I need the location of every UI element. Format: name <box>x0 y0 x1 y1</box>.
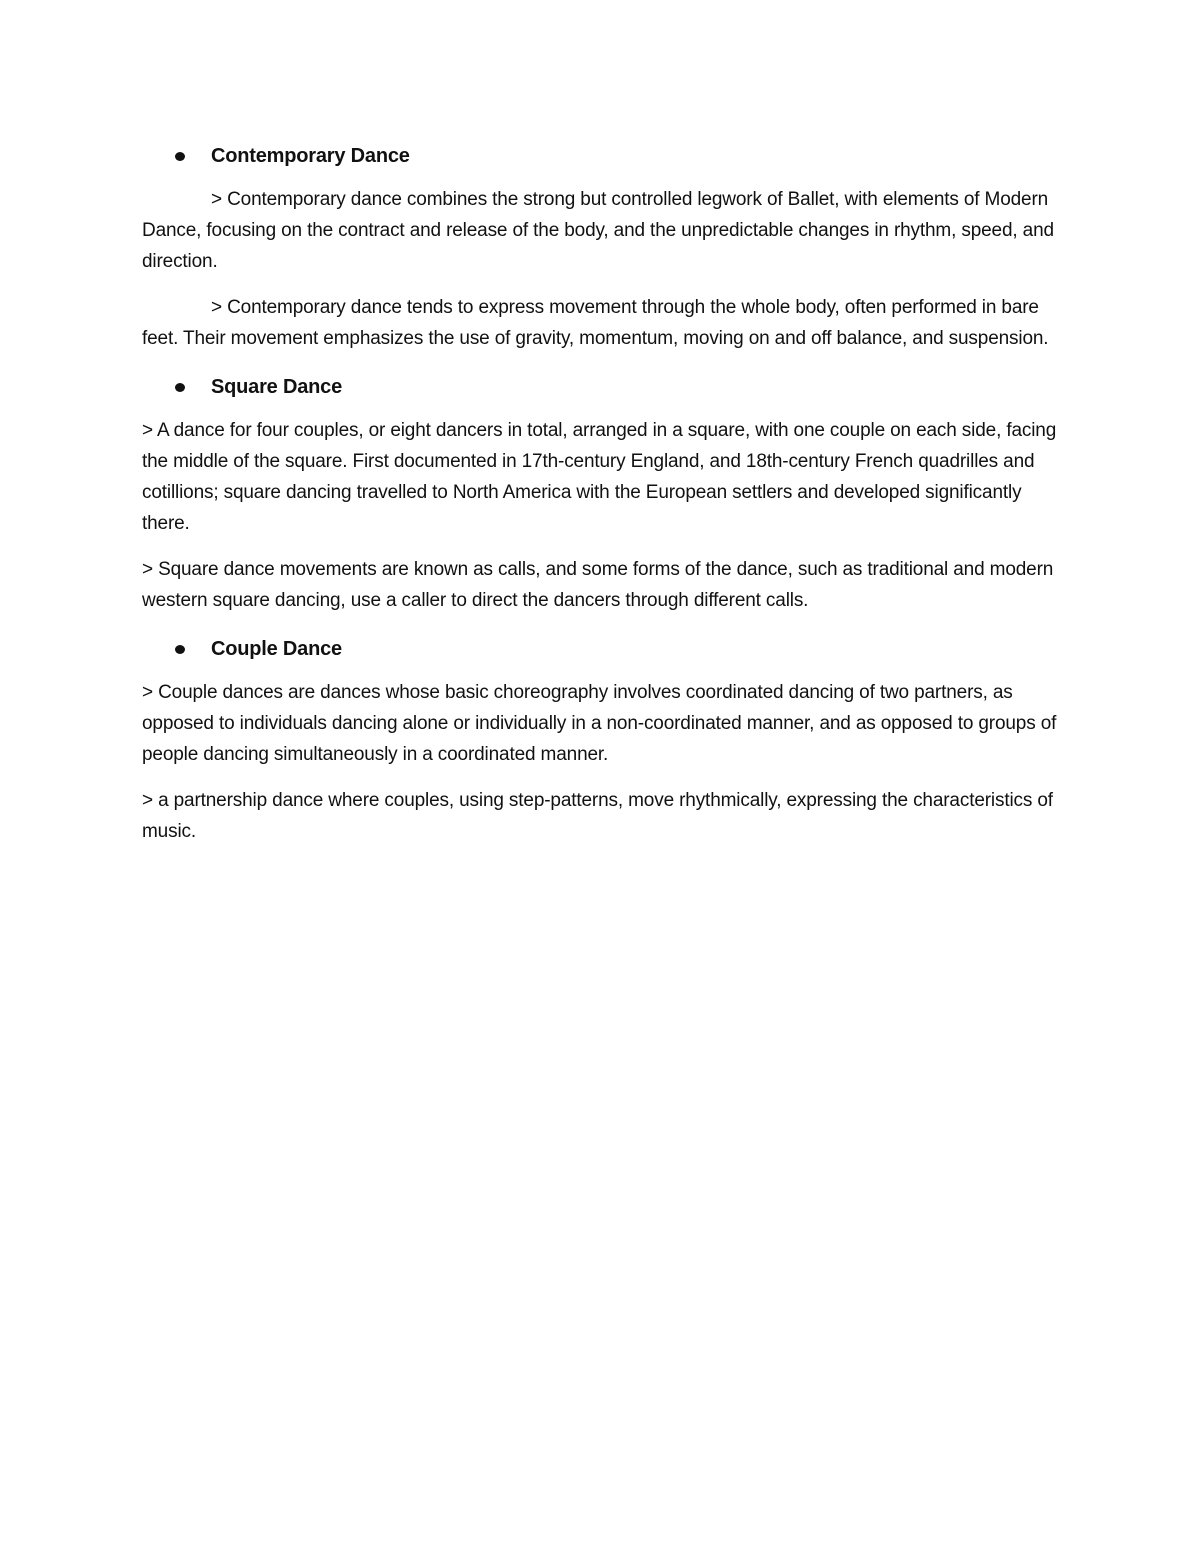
bullet-icon <box>175 383 185 392</box>
paragraph: > Couple dances are dances whose basic choreography involves coordinated dancing of two partners, as opposed to individuals dancing alone or individually in a non-coordinated manner, and as opposed to groups of people dancing simultaneously in a coordinated manner. <box>142 682 1057 765</box>
paragraph: > a partnership dance where couples, using step-patterns, move rhythmically, expressing the characteristics of music. <box>142 790 1053 842</box>
paragraph: > Square dance movements are known as calls, and some forms of the dance, such as traditional and modern western square dancing, use a caller to direct the dancers through different calls. <box>142 559 1054 611</box>
section-heading-couple <box>142 631 1067 667</box>
paragraph: > Contemporary dance tends to express movement through the whole body, often performed in bare feet. Their movement emphasizes the use of gravity, momentum, moving on and off balance, and suspension. <box>142 297 1049 349</box>
bullet-icon <box>175 645 185 654</box>
heading-text: Couple Dance <box>211 637 342 660</box>
paragraph: > Contemporary dance combines the strong but controlled legwork of Ballet, with elements of Modern Dance, focusing on the contract and release of the body, and the unpredictable changes in rhythm, speed, and direction. <box>142 189 1054 272</box>
section-heading-square <box>142 369 1067 405</box>
heading-text: Square Dance <box>211 375 342 398</box>
heading-text: Contemporary Dance <box>211 144 410 167</box>
section-heading-contemporary <box>142 138 1067 174</box>
bullet-icon <box>175 152 185 161</box>
paragraph: > A dance for four couples, or eight dancers in total, arranged in a square, with one couple on each side, facing the middle of the square. First documented in 17th-century England, and 18th-century French quadrilles and cotillions; square dancing travelled to North America with the European settlers and developed significantly there. <box>142 420 1057 534</box>
document-content <box>142 138 1067 862</box>
